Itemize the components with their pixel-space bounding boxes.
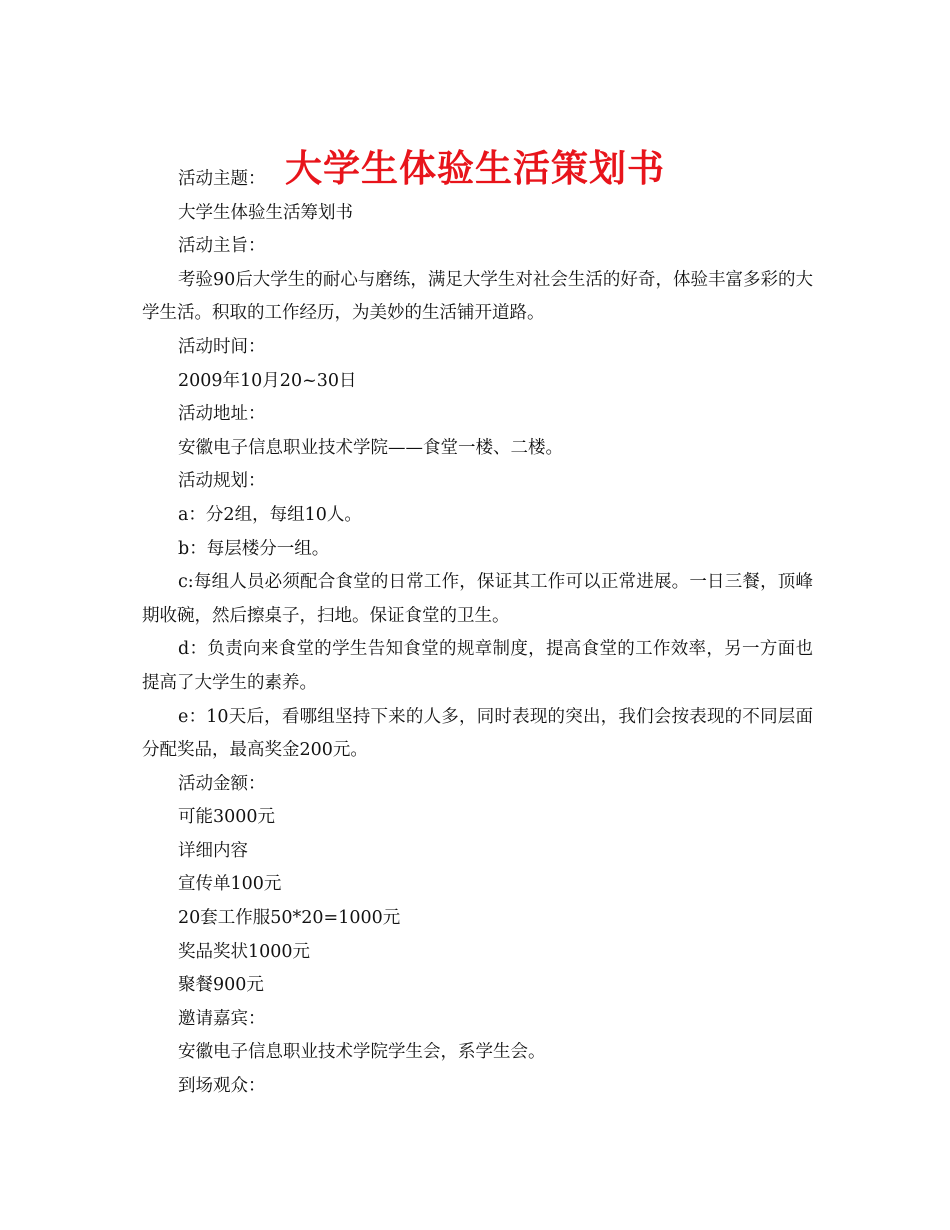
paragraph-activity-location-label: 活动地址： [178,404,266,425]
paragraph-activity-time: 2009年10月20~30日 [178,370,357,391]
paragraph-activity-purpose-label: 活动主旨： [178,236,266,257]
paragraph-guests-label: 邀请嘉宾： [178,1008,266,1029]
paragraph-audience-label: 到场观众： [178,1076,266,1097]
paragraph-activity-location: 安徽电子信息职业技术学院——食堂一楼、二楼。 [178,437,563,458]
paragraph-plan-item-a: a：分2组，每组10人。 [178,504,362,525]
paragraph-plan-item-b: b：每层楼分一组。 [178,538,330,559]
paragraph-activity-time-label: 活动时间： [178,336,266,357]
paragraph-guests: 安徽电子信息职业技术学院学生会，系学生会。 [178,1042,546,1063]
paragraph-budget-dinner: 聚餐900元 [178,975,264,996]
paragraph-activity-theme: 大学生体验生活筹划书 [178,202,353,223]
paragraph-budget-uniforms: 20套工作服50*20=1000元 [178,908,401,929]
paragraph-activity-plan-label: 活动规划： [178,471,266,492]
document-body [142,163,813,1104]
paragraph-plan-item-c: c:每组人员必须配合食堂的日常工作，保证其工作可以正常进展。一日三餐，顶峰期收碗，然后擦桌子，扫地。保证食堂的卫生。 [142,572,813,626]
paragraph-plan-item-e: e：10天后，看哪组坚持下来的人多，同时表现的突出，我们会按表现的不同层面分配奖品，最高奖金200元。 [142,706,813,761]
paragraph-activity-theme-label: 活动主题： [178,169,266,189]
paragraph-plan-item-d: d：负责向来食堂的学生告知食堂的规章制度，提高食堂的工作效率，另一方面也提高了大学生的素养。 [142,639,813,693]
paragraph-budget-prizes: 奖品奖状1000元 [178,941,311,962]
paragraph-budget-flyers: 宣传单100元 [178,874,282,895]
document-title: 大学生体验生活策划书 [285,146,665,190]
paragraph-budget-label: 活动金额： [178,773,266,794]
paragraph-budget-total: 可能3000元 [178,807,276,828]
paragraph-budget-details-label: 详细内容 [178,840,248,861]
paragraph-activity-purpose: 考验90后大学生的耐心与磨练，满足大学生对社会生活的好奇，体验丰富多彩的大学生活。积取的工作经历，为美妙的生活铺开道路。 [142,269,813,324]
